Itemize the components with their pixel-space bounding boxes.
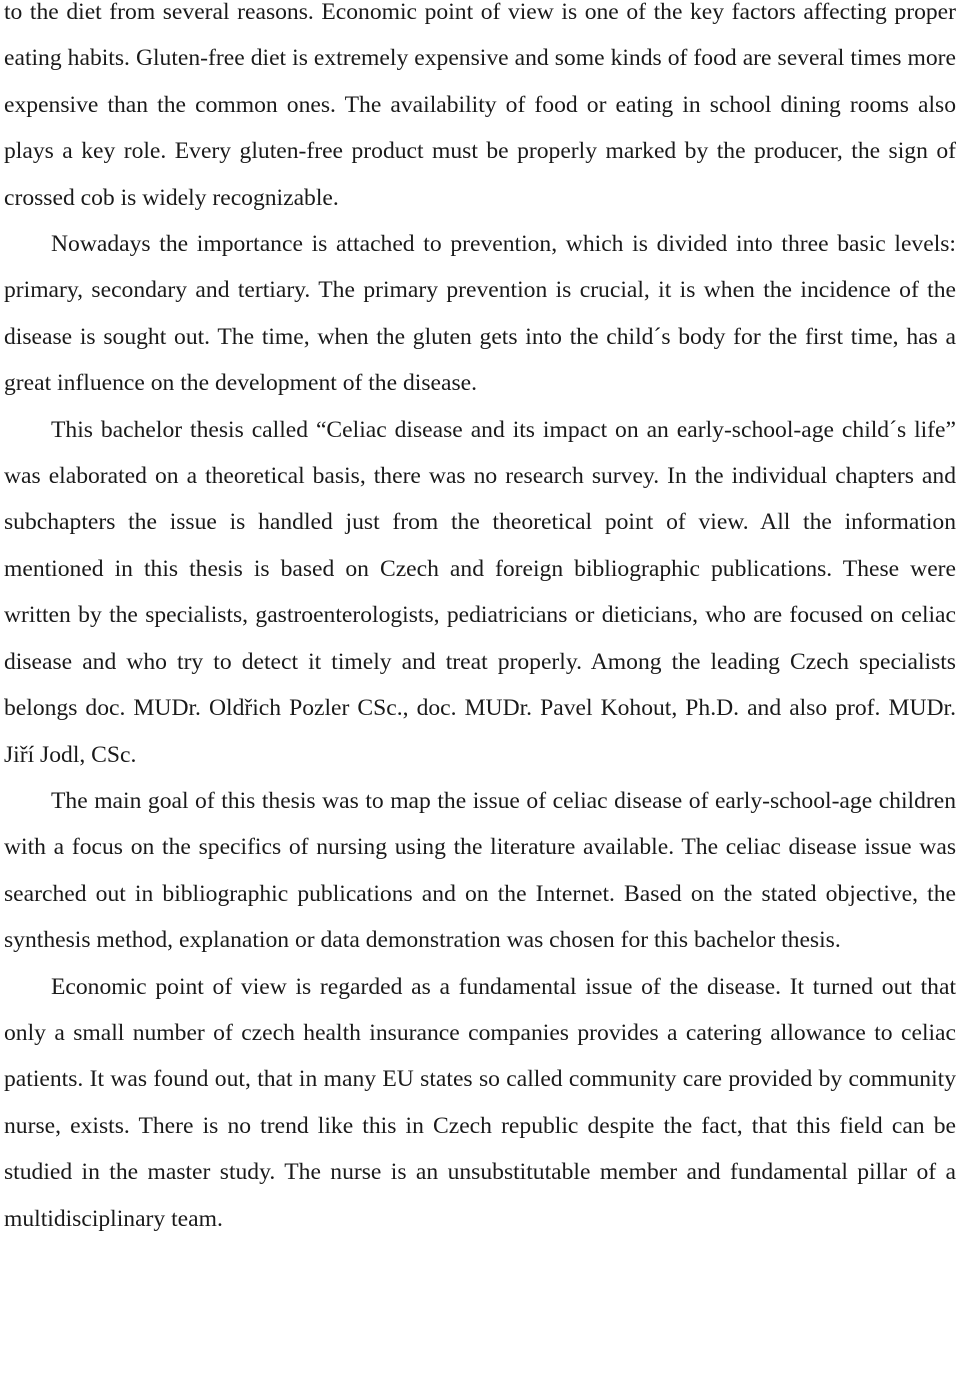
paragraph-continuation: to the diet from several reasons. Economic point of view is one of the key factors affecting proper eating habits. Gluten-free diet is extremely expensive and some kinds of food are several times more expensive than the common ones. The availability of food or eating in school dining rooms also plays a key role. Every gluten-free product must be properly marked by the producer, the sign of crossed cob is widely recognizable. xyxy=(4,0,956,211)
paragraph-main-goal: The main goal of this thesis was to map the issue of celiac disease of early-school-age children with a focus on the specifics of nursing using the literature available. The celiac disease issue was searched out in bibliographic publications and on the Internet. Based on the stated objective, the synthesis method, explanation or data demonstration was chosen for this bachelor thesis. xyxy=(4,787,956,954)
paragraph-prevention: Nowadays the importance is attached to prevention, which is divided into three basic levels: primary, secondary and tertiary. The primary prevention is crucial, it is when the incidence of the disease is sought out. The time, when the gluten gets into the child´s body for the first time, has a great influence on the development of the disease. xyxy=(4,231,956,397)
paragraph-thesis-basis: This bachelor thesis called “Celiac disease and its impact on an early-school-age child´s life” was elaborated on a theoretical basis, there was no research survey. In the individual chapters and subchapters the issue is handled just from the theoretical point of view. All the information mentioned in this thesis is based on Czech and foreign bibliographic publications. These were written by the specialists, gastroenterologists, pediatricians or dieticians, who are focused on celiac disease and who try to detect it timely and treat properly. Among the leading Czech specialists belongs doc. MUDr. Oldřich Pozler CSc., doc. MUDr. Pavel Kohout, Ph.D. and also prof. MUDr. Jiří Jodl, CSc. xyxy=(4,416,956,768)
paragraph-economic: Economic point of view is regarded as a fundamental issue of the disease. It turned out that only a small number of czech health insurance companies provides a catering allowance to celiac patients. It was found out, that in many EU states so called community care provided by community nurse, exists. There is no trend like this in Czech republic despite the fact, that this field can be studied in the master study. The nurse is an unsubstitutable member and fundamental pillar of a multidisciplinary team. xyxy=(4,973,956,1232)
